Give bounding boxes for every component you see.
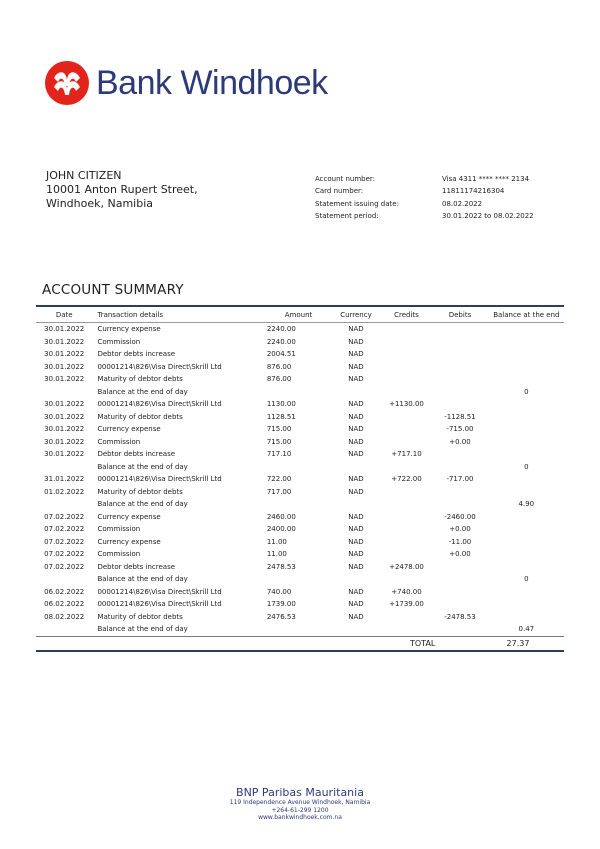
cell-details: 00001214\826\Visa Direct\Skrill Ltd (97, 400, 222, 409)
cell-debit: -1128.51 (444, 412, 476, 421)
table-row (36, 336, 564, 349)
cell-details: Currency expense (97, 325, 161, 334)
cell-currency: NAD (348, 512, 364, 521)
footer-website: www.bankwindhoek.com.na (258, 814, 342, 821)
cell-date: 08.02.2022 (44, 612, 85, 621)
cell-amount: 2400.00 (266, 525, 296, 534)
detail-label: Card number: (315, 187, 364, 195)
cell-date: 30.01.2022 (44, 325, 85, 334)
cell-currency: NAD (348, 437, 364, 446)
footer-phone: +264-61-299 1200 (271, 806, 329, 814)
cell-debit: -2478.53 (444, 612, 476, 621)
detail-label: Account number: (315, 174, 376, 183)
cell-details: Balance at the end of day (97, 575, 188, 584)
total-label: TOTAL (410, 638, 436, 648)
cell-details: Maturity of debtor debts (97, 487, 183, 496)
cell-balance: 0 (524, 462, 529, 471)
cell-amount: 2478.53 (266, 562, 296, 571)
holder-address-line2: Windhoek, Namibia (46, 197, 153, 210)
detail-value: 11811174216304 (442, 187, 505, 195)
cell-debit: -11.00 (448, 537, 472, 546)
cell-currency: NAD (348, 350, 364, 359)
table-row (36, 548, 564, 561)
cell-details: Commission (97, 437, 141, 446)
account-holder-block (46, 169, 198, 211)
cell-details: Balance at the end of day (97, 462, 188, 471)
cell-currency: NAD (348, 325, 364, 334)
cell-currency: NAD (348, 475, 364, 484)
table-row (36, 411, 564, 424)
brand-name: Bank Windhoek (96, 63, 328, 102)
cell-amount: 11.00 (266, 550, 287, 559)
issuing-date-row (315, 198, 534, 211)
cell-amount: 1128.51 (266, 412, 296, 421)
cell-details: Commission (97, 525, 141, 534)
table-row (36, 461, 564, 474)
cell-debit: -2460.00 (444, 512, 476, 521)
cell-currency: NAD (348, 487, 364, 496)
cell-details: Debtor debts increase (97, 562, 176, 571)
cell-details: Maturity of debtor debts (97, 412, 183, 421)
cell-date: 06.02.2022 (44, 600, 85, 609)
cell-amount: 1130.00 (266, 400, 296, 409)
table-row (36, 423, 564, 436)
cell-details: 00001214\826\Visa Direct\Skrill Ltd (97, 600, 222, 609)
cell-amount: 2240.00 (266, 337, 296, 346)
cell-debit: -715.00 (446, 425, 474, 434)
total-row (36, 636, 564, 650)
cell-amount: 717.00 (266, 487, 292, 496)
cell-date: 30.01.2022 (44, 425, 85, 434)
cell-balance: 4.90 (518, 500, 535, 509)
cell-currency: NAD (348, 400, 364, 409)
cell-details: Balance at the end of day (97, 387, 188, 396)
cell-amount: 722.00 (266, 475, 292, 484)
cell-date: 30.01.2022 (44, 337, 85, 346)
cell-details: Debtor debts increase (97, 350, 176, 359)
statement-period-row (315, 211, 534, 224)
col-header-details: Transaction details (97, 310, 164, 319)
table-row (36, 536, 564, 549)
cell-credit: +717.10 (391, 450, 422, 459)
cell-details: 00001214\826\Visa Direct\Skrill Ltd (97, 362, 222, 371)
holder-address-line1: 10001 Anton Rupert Street, (46, 183, 198, 196)
cell-currency: NAD (348, 600, 364, 609)
cell-currency: NAD (348, 362, 364, 371)
table-row (36, 598, 564, 611)
cell-currency: NAD (348, 562, 364, 571)
cell-credit: +2478.00 (389, 562, 424, 571)
cell-credit: +740.00 (391, 587, 422, 596)
col-header-debits: Debits (448, 310, 472, 319)
account-details-block (315, 173, 534, 223)
account-number-row (315, 173, 534, 186)
cell-amount: 2004.51 (266, 350, 296, 359)
cell-debit: +0.00 (449, 525, 471, 534)
table-row (36, 398, 564, 411)
table-row (36, 323, 564, 336)
table-row (36, 373, 564, 386)
cell-currency: NAD (348, 425, 364, 434)
table-row (36, 486, 564, 499)
detail-value: 30.01.2022 to 08.02.2022 (442, 212, 534, 220)
cell-currency: NAD (348, 587, 364, 596)
table-row (36, 436, 564, 449)
cell-date: 30.01.2022 (44, 362, 85, 371)
table-row (36, 511, 564, 524)
cell-details: Balance at the end of day (97, 625, 188, 634)
cell-details: Currency expense (97, 537, 161, 546)
cell-currency: NAD (348, 412, 364, 421)
total-value: 27.37 (506, 638, 530, 648)
cell-credit: +1130.00 (389, 400, 424, 409)
cell-amount: 2240.00 (266, 325, 296, 334)
footer-address: 119 Independence Avenue Windhoek, Namibia (229, 799, 371, 806)
bank-logo (44, 60, 328, 106)
cell-date: 07.02.2022 (44, 525, 85, 534)
bank-windhoek-logo-icon (44, 60, 90, 106)
cell-date: 30.01.2022 (44, 350, 85, 359)
table-row (36, 448, 564, 461)
cell-currency: NAD (348, 550, 364, 559)
cell-date: 30.01.2022 (44, 400, 85, 409)
cell-credit: +722.00 (391, 475, 422, 484)
cell-date: 07.02.2022 (44, 512, 85, 521)
cell-debit: -717.00 (446, 475, 474, 484)
col-header-date: Date (55, 310, 73, 319)
cell-amount: 2460.00 (266, 512, 296, 521)
table-row (36, 386, 564, 399)
footer-bank-name: BNP Paribas Mauritania (236, 786, 364, 799)
detail-value: Visa 4311 **** **** 2134 (442, 174, 530, 183)
col-header-balance: Balance at the end (493, 310, 560, 319)
cell-date: 30.01.2022 (44, 412, 85, 421)
table-row (36, 523, 564, 536)
cell-amount: 1739.00 (266, 600, 296, 609)
holder-name: JOHN CITIZEN (46, 169, 122, 182)
cell-details: 00001214\826\Visa Direct\Skrill Ltd (97, 587, 222, 596)
cell-balance: 0 (524, 387, 529, 396)
cell-date: 07.02.2022 (44, 550, 85, 559)
table-body (36, 323, 564, 636)
cell-amount: 876.00 (266, 362, 292, 371)
table-row (36, 348, 564, 361)
table-row (36, 623, 564, 636)
cell-balance: 0.47 (518, 625, 535, 634)
table-row (36, 586, 564, 599)
cell-currency: NAD (348, 375, 364, 384)
cell-date: 06.02.2022 (44, 587, 85, 596)
cell-date: 30.01.2022 (44, 450, 85, 459)
cell-amount: 876.00 (266, 375, 292, 384)
cell-credit: +1739.00 (389, 600, 424, 609)
cell-date: 31.01.2022 (44, 475, 85, 484)
cell-debit: +0.00 (449, 550, 471, 559)
cell-currency: NAD (348, 525, 364, 534)
cell-date: 30.01.2022 (44, 437, 85, 446)
cell-currency: NAD (348, 337, 364, 346)
detail-label: Statement issuing date: (315, 199, 399, 208)
cell-amount: 740.00 (266, 587, 292, 596)
cell-currency: NAD (348, 612, 364, 621)
table-row (36, 361, 564, 374)
cell-details: Debtor debts increase (97, 450, 176, 459)
col-header-credits: Credits (394, 310, 419, 319)
col-header-amount: Amount (284, 310, 313, 319)
cell-balance: 0 (524, 575, 529, 584)
cell-details: Balance at the end of day (97, 500, 188, 509)
table-row (36, 498, 564, 511)
cell-date: 01.02.2022 (44, 487, 85, 496)
table-row (36, 473, 564, 486)
cell-amount: 717.10 (266, 450, 292, 459)
cell-date: 30.01.2022 (44, 375, 85, 384)
cell-currency: NAD (348, 537, 364, 546)
table-header (36, 307, 564, 323)
table-row (36, 611, 564, 624)
col-header-currency: Currency (340, 310, 372, 319)
transactions-table (36, 305, 564, 652)
cell-details: Maturity of debtor debts (97, 375, 183, 384)
cell-amount: 2476.53 (266, 612, 296, 621)
cell-details: Commission (97, 550, 141, 559)
footer (0, 786, 600, 822)
cell-details: Currency expense (97, 425, 161, 434)
cell-amount: 11.00 (266, 537, 287, 546)
cell-debit: +0.00 (449, 437, 471, 446)
card-number-row (315, 186, 534, 199)
table-bottom-rule (36, 650, 564, 652)
table-row (36, 561, 564, 574)
detail-label: Statement period: (315, 212, 379, 220)
section-title: ACCOUNT SUMMARY (42, 282, 184, 298)
cell-amount: 715.00 (266, 437, 292, 446)
cell-details: 00001214\826\Visa Direct\Skrill Ltd (97, 475, 222, 484)
cell-details: Maturity of debtor debts (97, 612, 183, 621)
cell-currency: NAD (348, 450, 364, 459)
cell-details: Currency expense (97, 512, 161, 521)
cell-date: 07.02.2022 (44, 562, 85, 571)
table-row (36, 573, 564, 586)
cell-details: Commission (97, 337, 141, 346)
cell-amount: 715.00 (266, 425, 292, 434)
detail-value: 08.02.2022 (442, 199, 483, 208)
cell-date: 07.02.2022 (44, 537, 85, 546)
